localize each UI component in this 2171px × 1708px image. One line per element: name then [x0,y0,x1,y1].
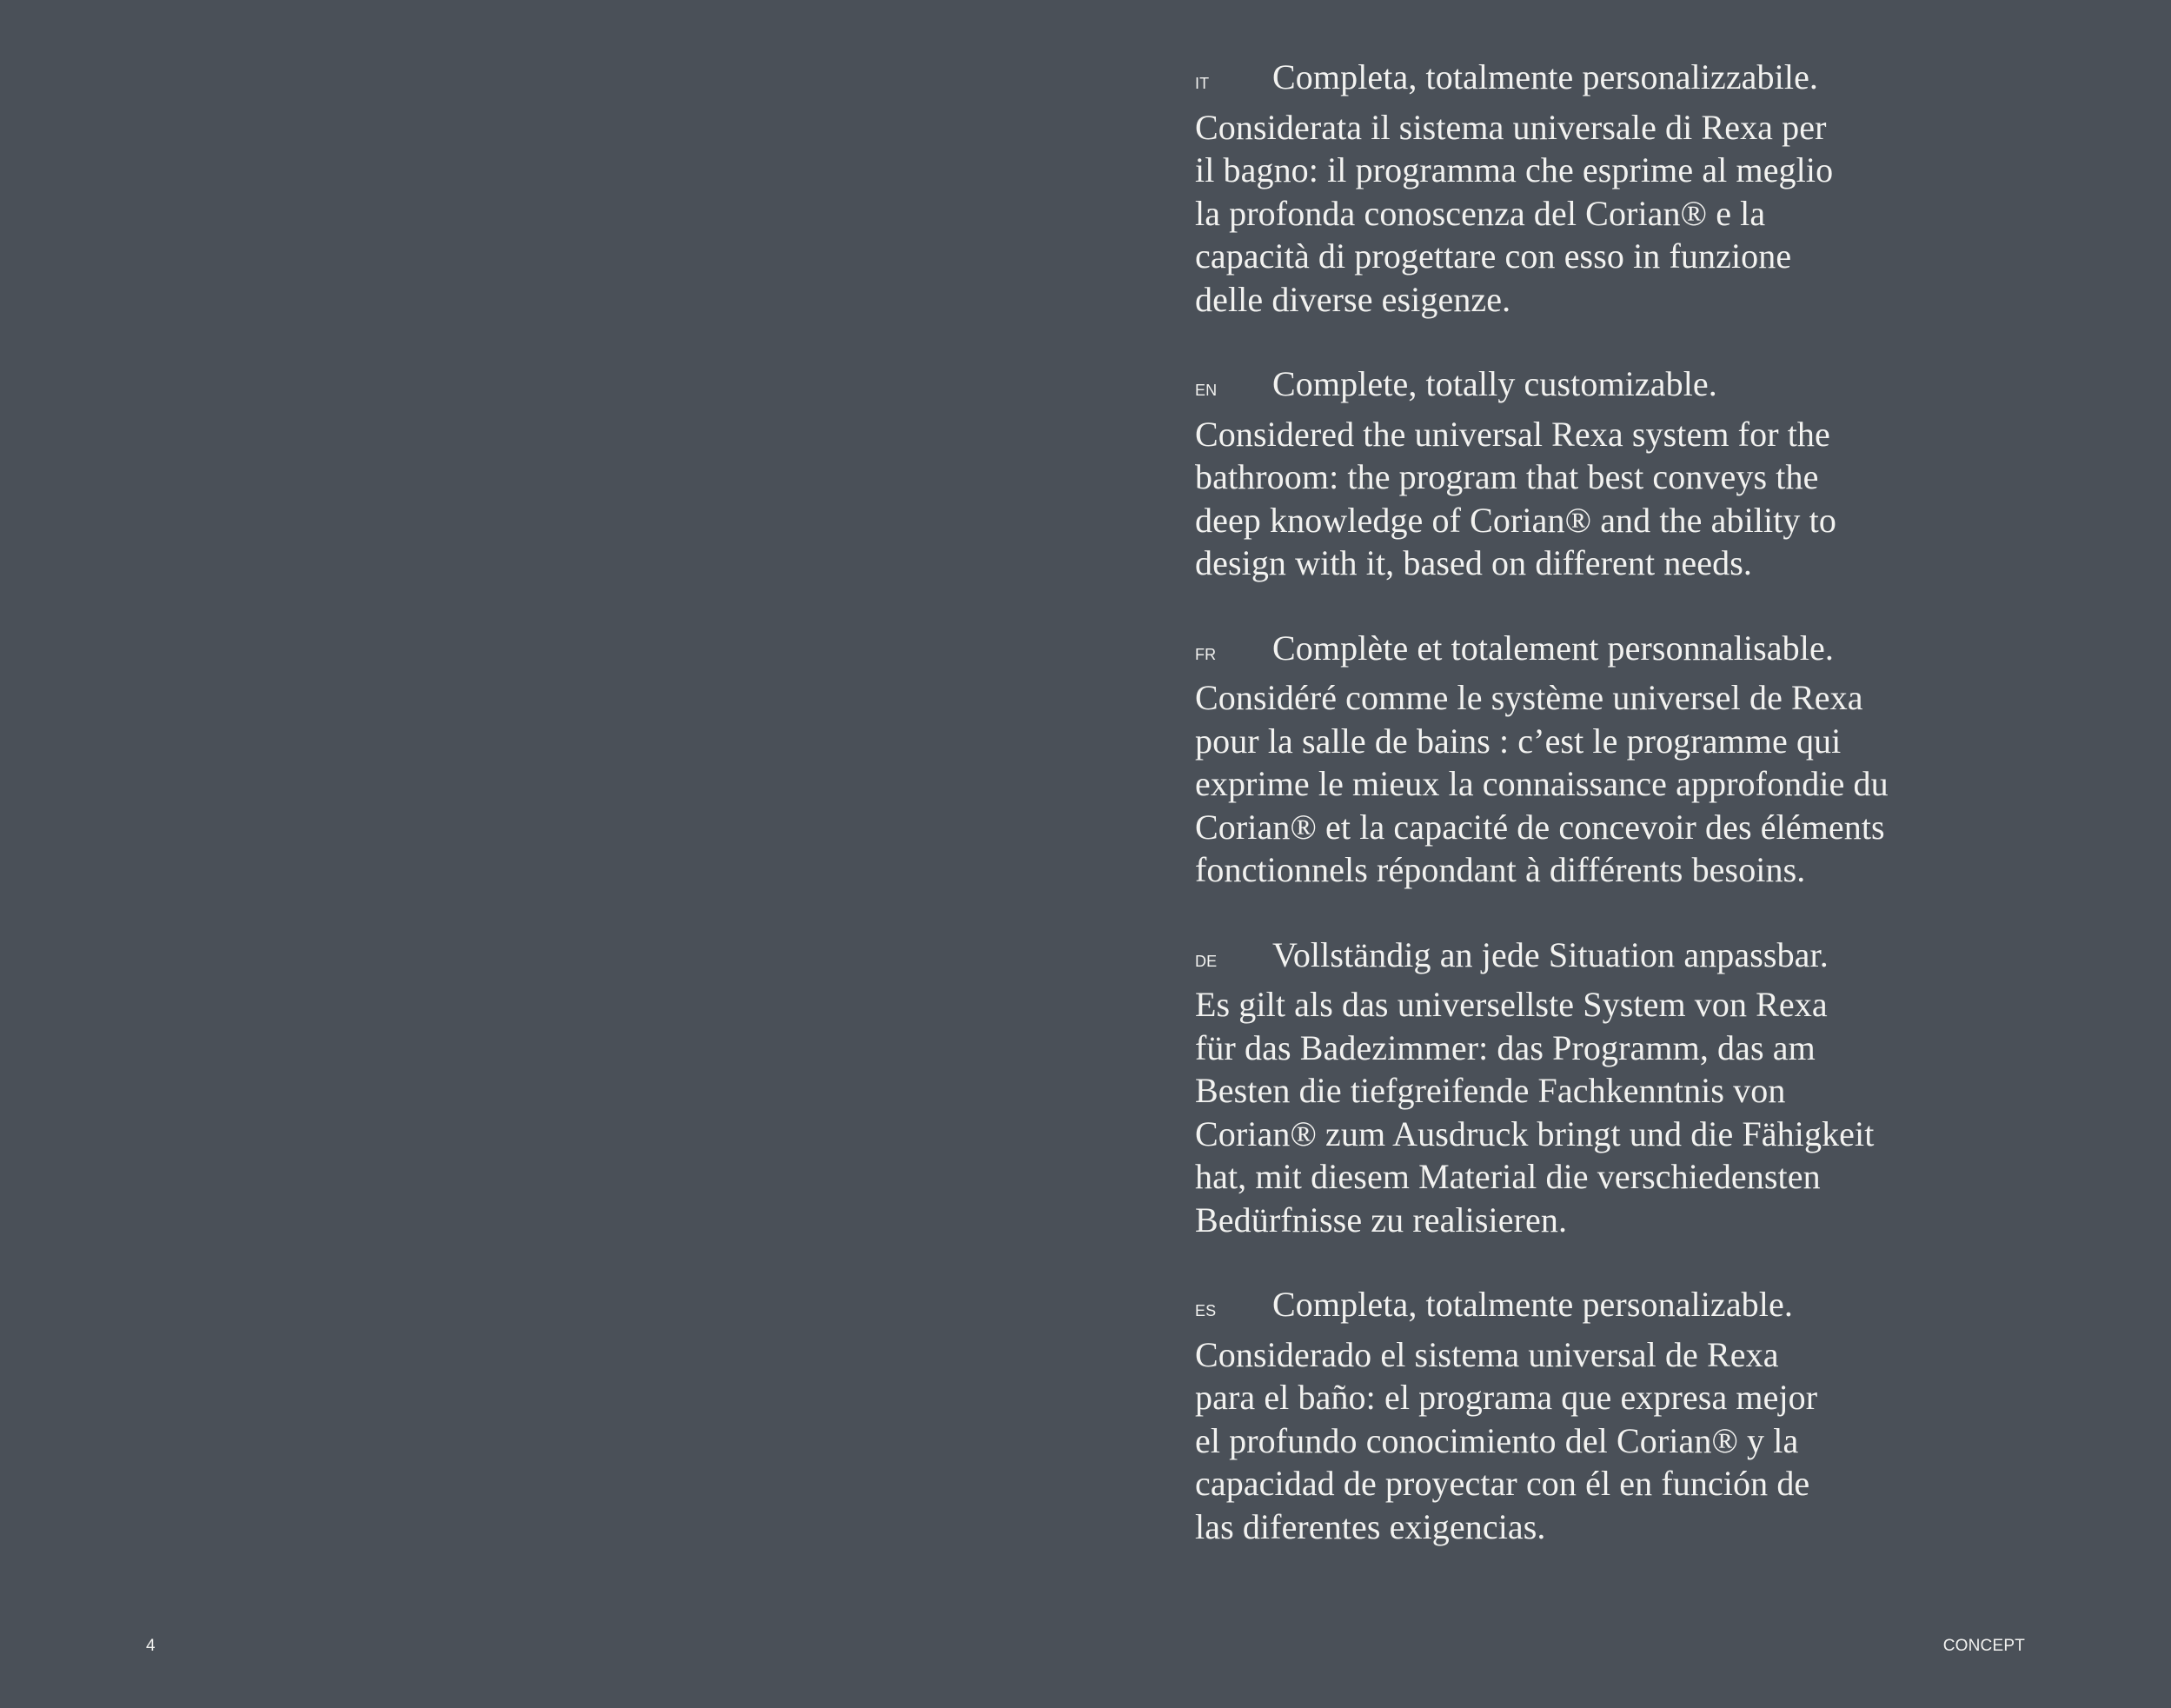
paragraph-line: capacidad de proyectar con él en función de [1195,1464,1810,1503]
paragraph-line: Complète et totalement personnalisable. [1272,628,1834,668]
paragraph-line: design with it, based on different needs. [1195,543,1752,582]
paragraph-line: Corian® et la capacité de concevoir des éléments [1195,807,1885,847]
language-code: IT [1195,75,1210,92]
paragraph-line: capacità di progettare con esso in funzione [1195,236,1792,276]
paragraph-line: Besten die tiefgreifende Fachkenntnis von [1195,1071,1786,1110]
paragraph-text [1195,362,2064,585]
paragraph-line: Completa, totalmente personalizable. [1272,1285,1793,1324]
paragraph-line: Corian® zum Ausdruck bringt und die Fähigkeit [1195,1113,1875,1153]
multilingual-text-column [1195,56,2064,1590]
paragraph-line: fonctionnels répondant à différents besoins. [1195,850,1806,889]
paragraph-line: Considéré comme le système universel de Rexa [1195,678,1863,717]
paragraph-line: exprime le mieux la connaissance approfondie du [1195,764,1889,803]
paragraph-text [1195,627,2064,892]
paragraph-line: Considerado el sistema universal de Rexa [1195,1334,1779,1374]
paragraph-it [1195,56,2064,321]
paragraph-line: il bagno: il programma che esprime al meglio [1195,150,1834,189]
paragraph-es [1195,1283,2064,1548]
paragraph-de [1195,934,2064,1242]
paragraph-line: el profundo conocimiento del Corian® y la [1195,1420,1799,1460]
section-label: CONCEPT [1942,1637,2025,1655]
paragraph-line: Considerata il sistema universale di Rexa per [1195,107,1827,147]
paragraph-fr [1195,627,2064,892]
paragraph-line: hat, mit diesem Material die verschiedensten [1195,1157,1821,1196]
language-code: ES [1195,1302,1217,1319]
paragraph-line: Vollständig an jede Situation anpassbar. [1272,934,1829,974]
paragraph-line: Es gilt als das universellste System von Rexa [1195,985,1828,1024]
language-code: DE [1195,952,1218,970]
paragraph-line: bathroom: the program that best conveys the [1195,457,1819,496]
paragraph-line: Completa, totalmente personalizzabile. [1272,57,1819,96]
paragraph-text [1195,1283,2064,1548]
paragraph-text [1195,56,2064,321]
paragraph-en [1195,362,2064,585]
paragraph-line: la profonda conoscenza del Corian® e la [1195,193,1766,233]
paragraph-line: pour la salle de bains : c’est le programme qui [1195,721,1842,761]
paragraph-line: Complete, totally customizable. [1272,364,1717,403]
paragraph-line: Considered the universal Rexa system for the [1195,414,1830,454]
paragraph-line: delle diverse esigenze. [1195,279,1511,319]
page-number: 4 [146,1637,156,1655]
language-code: EN [1195,382,1218,399]
paragraph-line: Bedürfnisse zu realisieren. [1195,1200,1568,1239]
paragraph-text [1195,934,2064,1242]
paragraph-line: deep knowledge of Corian® and the ability to [1195,500,1836,540]
paragraph-line: las diferentes exigencias. [1195,1506,1546,1546]
paragraph-line: für das Badezimmer: das Programm, das am [1195,1027,1816,1067]
paragraph-line: para el baño: el programa que expresa mejor [1195,1378,1818,1417]
language-code: FR [1195,645,1217,663]
